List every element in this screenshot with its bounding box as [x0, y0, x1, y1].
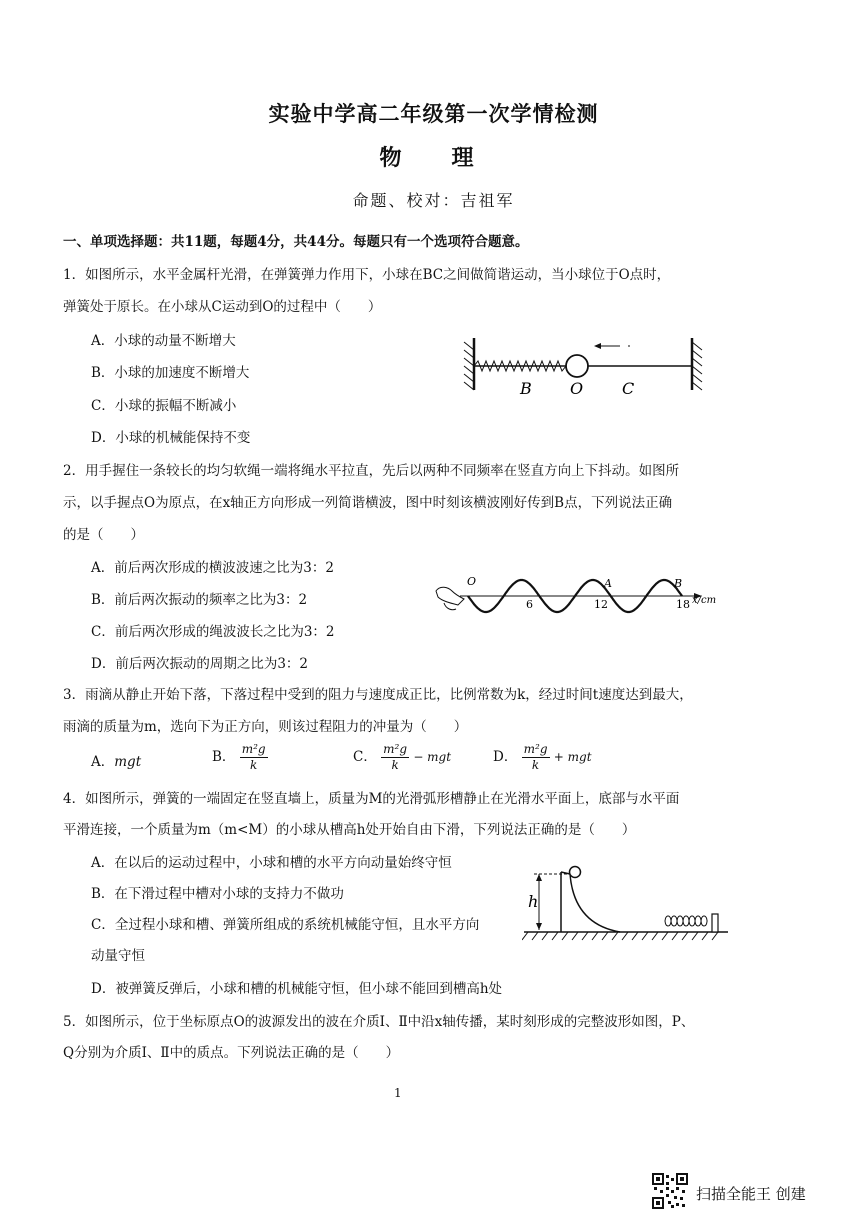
q3-stem-line2: 雨滴的质量为m，选向下为正方向，则该过程阻力的冲量为（ ）: [63, 719, 468, 735]
q2-tick-12: 12: [594, 598, 608, 611]
q1-option-c: C．小球的振幅不断减小: [91, 398, 237, 414]
q3-option-c-fraction: $\frac{\text{m²g}}{k}$: [383, 742, 408, 772]
q3-option-b: B． $\frac{\text{m²g}}{k}$: [212, 742, 266, 772]
qr-code-icon: [652, 1173, 688, 1209]
q2-label-a: A: [604, 577, 612, 590]
scanner-watermark: 扫描全能王 创建: [696, 1185, 806, 1203]
exam-title: 实验中学高二年级第一次学情检测: [268, 101, 599, 126]
q4-option-d: D．被弹簧反弹后，小球和槽的机械能守恒，但小球不能回到槽高h处: [91, 981, 503, 997]
q1-label-b: B: [520, 379, 532, 398]
q1-spring-figure: [460, 330, 715, 405]
q2-option-b: B．前后两次振动的频率之比为3：2: [91, 592, 308, 608]
q2-tick-18: 18: [676, 598, 690, 611]
q3-option-d: D． $\frac{\text{m²g}}{k}$ + mgt: [493, 742, 592, 772]
q2-tick-6: 6: [526, 598, 533, 611]
q1-stem-line1: 1．如图所示，水平金属杆光滑，在弹簧弹力作用下，小球在BC之间做简谐运动，当小球位于O点时，: [63, 267, 671, 283]
q3-option-b-fraction: $\frac{\text{m²g}}{k}$: [241, 742, 266, 772]
q4-stem-line1: 4．如图所示，弹簧的一端固定在竖直墙上，质量为M的光滑弧形槽静止在光滑水平面上，底部与水平面: [63, 791, 680, 807]
q2-axis-unit: x/cm: [692, 595, 717, 606]
q3-option-d-fraction: $\frac{\text{m²g}}{k}$: [523, 742, 548, 772]
q2-stem-line2: 示，以手握点O为原点，在x轴正方向形成一列简谐横波，图中时刻该横波刚好传到B点，下列说法正确: [63, 495, 673, 511]
q4-option-c-line2: 动量守恒: [91, 948, 145, 964]
q5-stem-line1: 5．如图所示，位于坐标原点O的波源发出的波在介质Ⅰ、Ⅱ中沿x轴传播，某时刻形成的完整波形如图，P、: [63, 1014, 695, 1030]
q4-option-b: B．在下滑过程中槽对小球的支持力不做功: [91, 886, 344, 902]
q2-label-o: O: [467, 575, 477, 588]
page-number: 1: [394, 1086, 402, 1100]
q5-stem-line2: Q分别为介质Ⅰ、Ⅱ中的质点。下列说法正确的是（ ）: [63, 1045, 400, 1061]
subject-title: 物 理: [379, 145, 488, 171]
q2-wave-figure: [430, 565, 730, 620]
q2-option-d: D．前后两次振动的周期之比为3：2: [91, 656, 309, 672]
q3-option-c: C． $\frac{\text{m²g}}{k}$ − mgt: [353, 742, 452, 772]
q2-stem-line3: 的是（ ）: [63, 527, 144, 543]
q1-stem-line2: 弹簧处于原长。在小球从C运动到O的过程中（ ）: [63, 299, 382, 315]
q4-option-c-line1: C．全过程小球和槽、弹簧所组成的系统机械能守恒，且水平方向: [91, 917, 480, 933]
q1-label-o: O: [570, 379, 584, 398]
q1-option-b: B．小球的加速度不断增大: [91, 365, 250, 381]
section-heading: 一、单项选择题：共11题，每题4分，共44分。每题只有一个选项符合题意。: [63, 234, 529, 250]
q2-stem-line1: 2．用手握住一条较长的均匀软绳一端将绳水平拉直，先后以两种不同频率在竖直方向上下抖动。如图所: [63, 463, 680, 479]
q2-option-a: A．前后两次形成的横波波速之比为3：2: [91, 560, 334, 576]
q4-slot-figure: [522, 862, 730, 944]
q2-label-b: B: [674, 577, 683, 590]
q3-option-a-value: mgt: [114, 754, 142, 770]
q4-label-h: h: [528, 892, 539, 911]
author-line: 命题、校对：吉祖军: [352, 191, 515, 210]
q1-option-d: D．小球的机械能保持不变: [91, 430, 251, 446]
q3-stem-line1: 3．雨滴从静止开始下落，下落过程中受到的阻力与速度成正比，比例常数为k，经过时间t速度达到最大，: [63, 687, 693, 703]
q2-option-c: C．前后两次形成的绳波波长之比为3：2: [91, 624, 335, 640]
q1-label-c: C: [622, 379, 635, 398]
q4-option-a: A．在以后的运动过程中，小球和槽的水平方向动量始终守恒: [91, 855, 452, 871]
q3-option-a: A．mgt: [91, 754, 142, 770]
q1-option-a: A．小球的动量不断增大: [91, 333, 236, 349]
q4-stem-line2: 平滑连接，一个质量为m（m<M）的小球从槽高h处开始自由下滑，下列说法正确的是（ ）: [63, 822, 636, 838]
